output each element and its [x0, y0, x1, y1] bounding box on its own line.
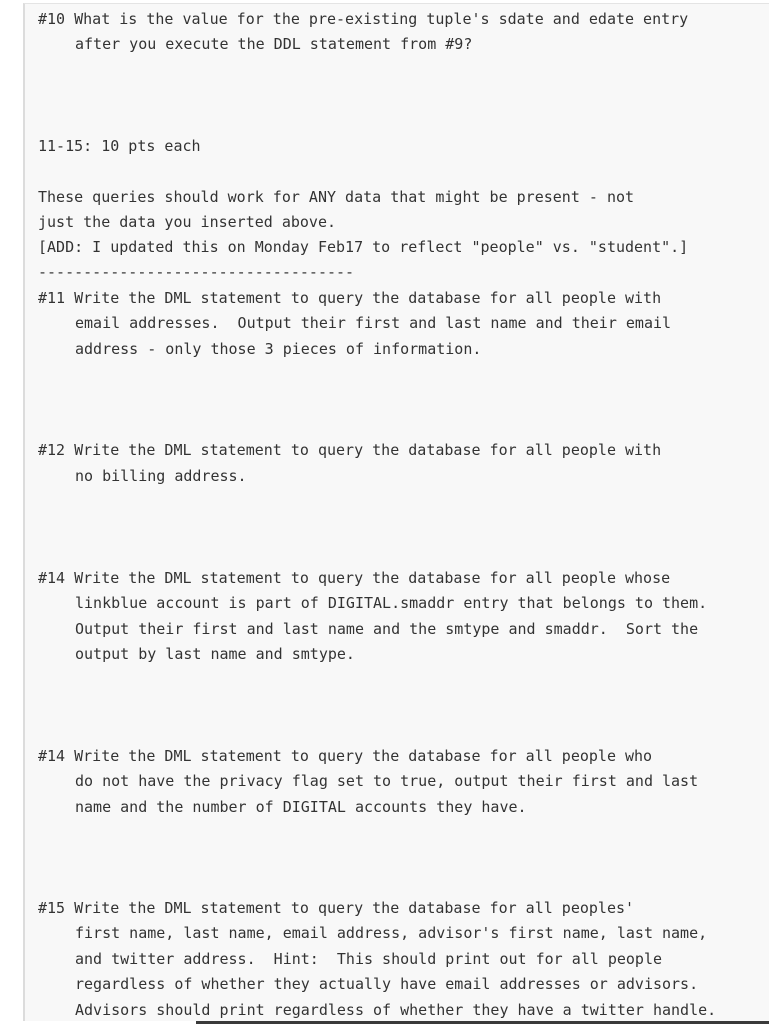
q14a-line-1: #14 Write the DML statement to query the database for all people whose [38, 569, 671, 587]
q10-line-2: after you execute the DDL statement from #9? [75, 35, 473, 53]
q14a-line-4: output by last name and smtype. [75, 645, 355, 663]
instructions-line-1: These queries should work for ANY data that might be present - not [38, 188, 635, 206]
code-block [23, 3, 769, 1021]
q14a-line-3: Output their first and last name and the smtype and smaddr. Sort the [75, 620, 699, 638]
q15-line-3: and twitter address. Hint: This should print out for all people [75, 950, 662, 968]
q11-line-3: address - only those 3 pieces of information. [75, 340, 482, 358]
q14b-line-3: name and the number of DIGITAL accounts they have. [75, 798, 527, 816]
q15-line-2: first name, last name, email address, advisor's first name, last name, [75, 924, 708, 942]
instructions-line-2: just the data you inserted above. [38, 213, 337, 231]
q12-line-2: no billing address. [75, 467, 247, 485]
points-note: 11-15: 10 pts each [38, 137, 201, 155]
q14a-line-2: linkblue account is part of DIGITAL.smaddr entry that belongs to them. [75, 594, 708, 612]
q12-line-1: #12 Write the DML statement to query the database for all people with [38, 441, 662, 459]
separator: ----------------------------------- [38, 263, 355, 281]
q15-line-1: #15 Write the DML statement to query the database for all peoples' [38, 899, 635, 917]
q11-line-1: #11 Write the DML statement to query the database for all people with [38, 289, 662, 307]
instructions-line-3: [ADD: I updated this on Monday Feb17 to reflect "people" vs. "student".] [38, 238, 689, 256]
q15-line-5: Advisors should print regardless of whether they have a twitter handle. [75, 1001, 717, 1019]
q10-line-1: #10 What is the value for the pre-existing tuple's sdate and edate entry [38, 10, 689, 28]
q11-line-2: email addresses. Output their first and last name and their email [75, 314, 672, 332]
q14b-line-1: #14 Write the DML statement to query the database for all people who [38, 747, 653, 765]
q14b-line-2: do not have the privacy flag set to true, output their first and last [75, 772, 699, 790]
q15-line-4: regardless of whether they actually have email addresses or advisors. [75, 975, 699, 993]
